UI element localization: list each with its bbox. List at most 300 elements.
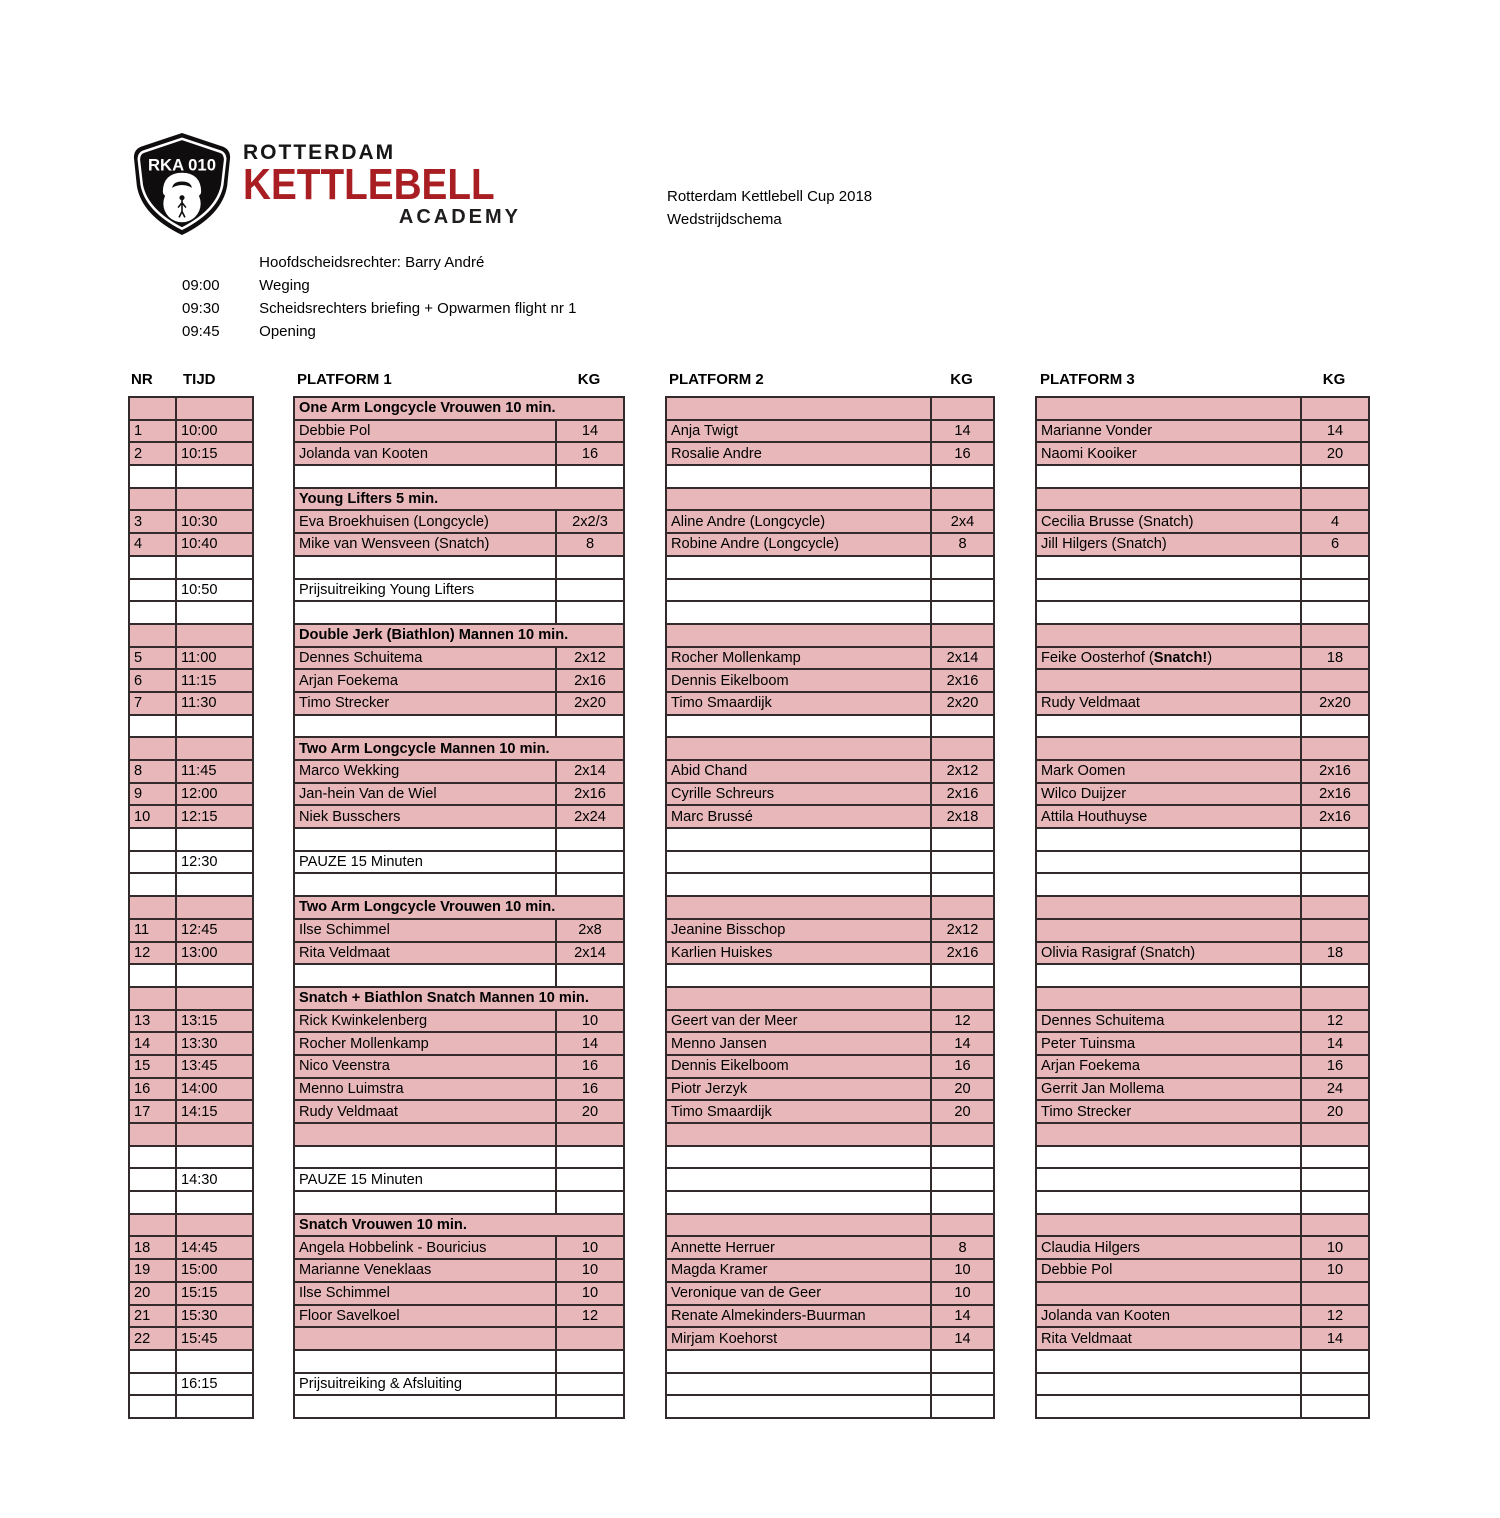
schedule-row: [294, 1078, 624, 1101]
schedule-row: [129, 1010, 253, 1033]
schedule-row: [1036, 647, 1369, 670]
schedule-row: [666, 873, 994, 896]
schedule-row: [129, 579, 253, 602]
schedule-row: [129, 442, 253, 465]
cell-p2-name: [666, 1350, 931, 1373]
schedule-row: [1036, 828, 1369, 851]
cell-tijd: [176, 828, 253, 851]
cell-p1-kg: [556, 1191, 624, 1214]
cell-p3-kg: 12: [1301, 1305, 1369, 1328]
schedule-row: [129, 1032, 253, 1055]
cell-p1-name: [294, 828, 556, 851]
schedule-row: [294, 647, 624, 670]
cell-p2-kg: 8: [931, 533, 994, 556]
cell-tijd: 13:30: [176, 1032, 253, 1055]
table-header-row: [0, 370, 1500, 390]
schedule-row: [294, 783, 624, 806]
cell-p1-name: [294, 1395, 556, 1418]
cell-p1-kg: 2x20: [556, 692, 624, 715]
schedule-row: [666, 1327, 994, 1350]
cell-p3-kg: [1301, 919, 1369, 942]
schedule-row: [294, 1191, 624, 1214]
cell-nr: [129, 1191, 176, 1214]
cell-p2-name: [666, 1146, 931, 1169]
cell-nr: 13: [129, 1010, 176, 1033]
cell-p2-name: Abid Chand: [666, 760, 931, 783]
schedule-row: [1036, 1032, 1369, 1055]
cell-p1-name: Eva Broekhuisen (Longcycle): [294, 510, 556, 533]
cell-nr: 1: [129, 420, 176, 443]
cell-nr: [129, 1168, 176, 1191]
cell-tijd: 15:30: [176, 1305, 253, 1328]
cell-p1-kg: 2x14: [556, 760, 624, 783]
schedule-row: [294, 1259, 624, 1282]
cell-p2-name: Magda Kramer: [666, 1259, 931, 1282]
schedule-row: [294, 942, 624, 965]
cell-p2-kg: [931, 579, 994, 602]
schedule-row: [666, 624, 994, 647]
cell-p3-kg: [1301, 1123, 1369, 1146]
cell-tijd: 14:15: [176, 1100, 253, 1123]
schedule-row: [666, 987, 994, 1010]
cell-nr: [129, 465, 176, 488]
cell-nr: [129, 964, 176, 987]
cell-p2-name: Veronique van de Geer: [666, 1282, 931, 1305]
cell-p1-kg: [556, 1123, 624, 1146]
schedule-row: [666, 1123, 994, 1146]
cell-p2-name: [666, 987, 931, 1010]
schedule-row: [294, 556, 624, 579]
schedule-row: [1036, 737, 1369, 760]
cell-tijd: 15:45: [176, 1327, 253, 1350]
cell-tijd: 16:15: [176, 1373, 253, 1396]
schedule-row: [129, 873, 253, 896]
cell-p3-kg: 18: [1301, 647, 1369, 670]
cell-p1-kg: 8: [556, 533, 624, 556]
cell-tijd: [176, 1146, 253, 1169]
cell-p3-name: Dennes Schuitema: [1036, 1010, 1301, 1033]
cell-p2-name: Timo Smaardijk: [666, 1100, 931, 1123]
cell-p1-name: Double Jerk (Biathlon) Mannen 10 min.: [294, 624, 624, 647]
cell-p1-kg: [556, 465, 624, 488]
cell-nr: 15: [129, 1055, 176, 1078]
schedule-row: [666, 851, 994, 874]
schedule-row: [129, 1214, 253, 1237]
cell-tijd: [176, 1214, 253, 1237]
cell-p2-kg: 12: [931, 1010, 994, 1033]
cell-p1-kg: 2x16: [556, 669, 624, 692]
cell-nr: 2: [129, 442, 176, 465]
schedule-row: [666, 488, 994, 511]
cell-p2-name: [666, 1123, 931, 1146]
schedule-row: [666, 1373, 994, 1396]
cell-nr: [129, 488, 176, 511]
cell-p1-kg: 14: [556, 420, 624, 443]
cell-p1-name: Timo Strecker: [294, 692, 556, 715]
cell-p2-kg: 2x12: [931, 919, 994, 942]
cell-nr: [129, 1123, 176, 1146]
cell-p1-name: Young Lifters 5 min.: [294, 488, 624, 511]
cell-p2-kg: 20: [931, 1078, 994, 1101]
cell-nr: [129, 873, 176, 896]
schedule-row: [294, 1350, 624, 1373]
schedule-row: [1036, 556, 1369, 579]
cell-p3-kg: [1301, 896, 1369, 919]
cell-p2-kg: 14: [931, 420, 994, 443]
schedule-row: [294, 851, 624, 874]
cell-nr: 12: [129, 942, 176, 965]
schedule-row: [129, 1123, 253, 1146]
cell-tijd: 14:30: [176, 1168, 253, 1191]
schedule-row: [1036, 1123, 1369, 1146]
cell-tijd: [176, 715, 253, 738]
cell-nr: 10: [129, 805, 176, 828]
cell-p1-name: Marco Wekking: [294, 760, 556, 783]
cell-tijd: 13:45: [176, 1055, 253, 1078]
cell-p3-kg: 2x16: [1301, 805, 1369, 828]
cell-p2-name: [666, 397, 931, 420]
schedule-row: [1036, 760, 1369, 783]
schedule-row: [129, 1259, 253, 1282]
schedule-row: [129, 1327, 253, 1350]
cell-tijd: [176, 737, 253, 760]
schedule-row: [129, 987, 253, 1010]
cell-p2-name: [666, 873, 931, 896]
cell-p2-kg: [931, 1146, 994, 1169]
cell-p3-kg: 6: [1301, 533, 1369, 556]
cell-p2-kg: 2x12: [931, 760, 994, 783]
cell-p2-name: Cyrille Schreurs: [666, 783, 931, 806]
cell-tijd: 12:15: [176, 805, 253, 828]
cell-p3-name: [1036, 601, 1301, 624]
cell-p1-name: Prijsuitreiking Young Lifters: [294, 579, 556, 602]
cell-nr: 6: [129, 669, 176, 692]
schedule-row: [294, 601, 624, 624]
cell-tijd: 13:00: [176, 942, 253, 965]
cell-p3-name: Olivia Rasigraf (Snatch): [1036, 942, 1301, 965]
header-tijd: TIJD: [183, 371, 216, 388]
schedule-row: [294, 1373, 624, 1396]
cell-nr: 8: [129, 760, 176, 783]
cell-p1-name: [294, 1146, 556, 1169]
cell-nr: [129, 556, 176, 579]
schedule-row: [294, 1123, 624, 1146]
cell-p3-name: [1036, 1395, 1301, 1418]
cell-tijd: 10:30: [176, 510, 253, 533]
schedule-row: [666, 715, 994, 738]
cell-p3-kg: [1301, 488, 1369, 511]
cell-p3-kg: [1301, 851, 1369, 874]
cell-p1-kg: 20: [556, 1100, 624, 1123]
schedule-row: [294, 1236, 624, 1259]
cell-nr: 7: [129, 692, 176, 715]
cell-nr: [129, 851, 176, 874]
cell-tijd: 11:45: [176, 760, 253, 783]
schedule-row: [129, 805, 253, 828]
schedule-row: [666, 805, 994, 828]
schedule-row: [1036, 715, 1369, 738]
schedule-row: [294, 1010, 624, 1033]
cell-p2-name: Timo Smaardijk: [666, 692, 931, 715]
schedule-row: [666, 760, 994, 783]
cell-p3-kg: [1301, 1168, 1369, 1191]
cell-nr: 17: [129, 1100, 176, 1123]
cell-nr: [129, 1146, 176, 1169]
cell-p1-name: Arjan Foekema: [294, 669, 556, 692]
cell-p1-name: [294, 465, 556, 488]
schedule-row: [294, 488, 624, 511]
cell-tijd: 15:15: [176, 1282, 253, 1305]
cell-p2-kg: [931, 1214, 994, 1237]
cell-p3-name: [1036, 828, 1301, 851]
schedule-row: [129, 737, 253, 760]
pre-schedule-item: [182, 274, 576, 297]
schedule-row: [294, 828, 624, 851]
document-title: [667, 185, 872, 231]
cell-p2-kg: 2x16: [931, 942, 994, 965]
schedule-row: [666, 1305, 994, 1328]
cell-p2-kg: 16: [931, 442, 994, 465]
schedule-row: [129, 647, 253, 670]
cell-p2-name: [666, 465, 931, 488]
cell-p2-name: Anja Twigt: [666, 420, 931, 443]
schedule-row: [666, 1146, 994, 1169]
cell-p3-name: [1036, 715, 1301, 738]
schedule-row: [666, 1236, 994, 1259]
schedule-row: [666, 1191, 994, 1214]
schedule-row: [1036, 1078, 1369, 1101]
header-kg-3: KG: [1322, 371, 1346, 388]
cell-p1-name: PAUZE 15 Minuten: [294, 851, 556, 874]
cell-p3-kg: [1301, 601, 1369, 624]
cell-p2-kg: [931, 873, 994, 896]
cell-p3-name: Rita Veldmaat: [1036, 1327, 1301, 1350]
header-kg-2: KG: [950, 371, 973, 388]
schedule-row: [294, 1305, 624, 1328]
cell-p1-name: Niek Busschers: [294, 805, 556, 828]
cell-p3-name: [1036, 1168, 1301, 1191]
cell-p2-name: [666, 896, 931, 919]
cell-p2-kg: 10: [931, 1259, 994, 1282]
cell-p2-name: Robine Andre (Longcycle): [666, 533, 931, 556]
cell-p1-kg: 2x2/3: [556, 510, 624, 533]
schedule-row: [294, 737, 624, 760]
schedule-row: [666, 737, 994, 760]
cell-p3-name: Claudia Hilgers: [1036, 1236, 1301, 1259]
schedule-row: [129, 556, 253, 579]
cell-p3-kg: 14: [1301, 1032, 1369, 1055]
cell-p3-name: [1036, 896, 1301, 919]
schedule-row: [666, 692, 994, 715]
cell-p3-kg: 12: [1301, 1010, 1369, 1033]
cell-p1-name: [294, 873, 556, 896]
cell-nr: 22: [129, 1327, 176, 1350]
cell-p2-name: Menno Jansen: [666, 1032, 931, 1055]
cell-p3-kg: [1301, 1146, 1369, 1169]
cell-p2-name: [666, 579, 931, 602]
cell-p3-name: Cecilia Brusse (Snatch): [1036, 510, 1301, 533]
cell-p2-name: [666, 1395, 931, 1418]
cell-tijd: 10:50: [176, 579, 253, 602]
cell-p2-kg: [931, 1123, 994, 1146]
schedule-row: [129, 942, 253, 965]
cell-p3-kg: 2x20: [1301, 692, 1369, 715]
schedule-row: [294, 1282, 624, 1305]
schedule-row: [1036, 1282, 1369, 1305]
cell-p2-kg: [931, 987, 994, 1010]
cell-p2-kg: 2x16: [931, 669, 994, 692]
cell-p1-kg: 2x14: [556, 942, 624, 965]
schedule-row: [666, 556, 994, 579]
cell-tijd: 11:15: [176, 669, 253, 692]
cell-tijd: [176, 964, 253, 987]
cell-tijd: 12:45: [176, 919, 253, 942]
cell-p2-name: [666, 828, 931, 851]
cell-p2-kg: [931, 1191, 994, 1214]
cell-p3-kg: [1301, 964, 1369, 987]
cell-nr: [129, 715, 176, 738]
schedule-row: [666, 1395, 994, 1418]
cell-p3-name: Jill Hilgers (Snatch): [1036, 533, 1301, 556]
schedule-row: [666, 465, 994, 488]
schedule-block-platform-2: [665, 396, 995, 1419]
schedule-row: [129, 420, 253, 443]
cell-tijd: [176, 397, 253, 420]
cell-p3-name: [1036, 1191, 1301, 1214]
cell-nr: 5: [129, 647, 176, 670]
cell-p1-name: PAUZE 15 Minuten: [294, 1168, 556, 1191]
schedule-row: [129, 1395, 253, 1418]
cell-p1-kg: [556, 1395, 624, 1418]
cell-nr: 19: [129, 1259, 176, 1282]
pre-schedule: [182, 251, 576, 343]
schedule-row: [666, 783, 994, 806]
cell-nr: [129, 828, 176, 851]
cell-tijd: [176, 987, 253, 1010]
cell-p1-name: Debbie Pol: [294, 420, 556, 443]
cell-nr: [129, 1350, 176, 1373]
schedule-row: [129, 1305, 253, 1328]
cell-p3-name: Mark Oomen: [1036, 760, 1301, 783]
cell-p3-name: [1036, 669, 1301, 692]
cell-p3-kg: [1301, 1191, 1369, 1214]
schedule-row: [666, 420, 994, 443]
cell-p3-kg: [1301, 1395, 1369, 1418]
cell-p1-name: Snatch Vrouwen 10 min.: [294, 1214, 624, 1237]
cell-p1-kg: 10: [556, 1259, 624, 1282]
schedule-row: [129, 851, 253, 874]
schedule-row: [294, 510, 624, 533]
cell-tijd: 10:00: [176, 420, 253, 443]
schedule-row: [294, 1032, 624, 1055]
schedule-row: [1036, 510, 1369, 533]
cell-p2-name: Karlien Huiskes: [666, 942, 931, 965]
schedule-row: [666, 647, 994, 670]
cell-p2-name: [666, 1373, 931, 1396]
schedule-row: [666, 533, 994, 556]
cell-p3-name: [1036, 1350, 1301, 1373]
schedule-row: [1036, 942, 1369, 965]
cell-p3-kg: [1301, 1350, 1369, 1373]
cell-p3-kg: [1301, 715, 1369, 738]
cell-p2-kg: [931, 851, 994, 874]
brand-academy: ACADEMY: [398, 206, 521, 228]
schedule-row: [1036, 465, 1369, 488]
cell-p2-kg: [931, 397, 994, 420]
cell-p1-name: [294, 556, 556, 579]
schedule-row: [1036, 1146, 1369, 1169]
cell-p1-name: [294, 715, 556, 738]
cell-p2-kg: 8: [931, 1236, 994, 1259]
schedule-row: [1036, 488, 1369, 511]
cell-tijd: [176, 488, 253, 511]
cell-tijd: [176, 1191, 253, 1214]
schedule-row: [666, 1055, 994, 1078]
schedule-row: [294, 465, 624, 488]
cell-p3-kg: 14: [1301, 420, 1369, 443]
schedule-row: [294, 715, 624, 738]
cell-tijd: 11:30: [176, 692, 253, 715]
cell-tijd: 11:00: [176, 647, 253, 670]
cell-nr: [129, 1373, 176, 1396]
cell-p1-kg: 2x12: [556, 647, 624, 670]
schedule-row: [1036, 896, 1369, 919]
schedule-row: [666, 510, 994, 533]
cell-tijd: [176, 1123, 253, 1146]
cell-p1-name: Angela Hobbelink - Bouricius: [294, 1236, 556, 1259]
pre-schedule-time: 09:30: [182, 300, 220, 317]
cell-nr: [129, 601, 176, 624]
cell-p2-kg: [931, 964, 994, 987]
cell-p2-kg: 2x14: [931, 647, 994, 670]
schedule-row: [294, 1055, 624, 1078]
schedule-row: [129, 919, 253, 942]
header-kg-1: KG: [577, 371, 601, 388]
schedule-row: [129, 783, 253, 806]
cell-p1-kg: [556, 1373, 624, 1396]
schedule-row: [1036, 533, 1369, 556]
schedule-row: [294, 760, 624, 783]
cell-p3-kg: 10: [1301, 1259, 1369, 1282]
pre-schedule-label: Opening: [259, 323, 316, 340]
schedule-row: [666, 1350, 994, 1373]
cell-p2-name: Mirjam Koehorst: [666, 1327, 931, 1350]
cell-p1-name: One Arm Longcycle Vrouwen 10 min.: [294, 397, 624, 420]
schedule-row: [1036, 1236, 1369, 1259]
cell-p3-name: [1036, 1214, 1301, 1237]
cell-p2-name: [666, 556, 931, 579]
cell-p1-kg: 10: [556, 1010, 624, 1033]
cell-p2-kg: [931, 1350, 994, 1373]
cell-p3-name: [1036, 556, 1301, 579]
schedule-row: [129, 1350, 253, 1373]
schedule-row: [666, 919, 994, 942]
schedule-row: [129, 1146, 253, 1169]
schedule-row: [1036, 1259, 1369, 1282]
cell-p2-name: Dennis Eikelboom: [666, 669, 931, 692]
schedule-row: [1036, 1395, 1369, 1418]
schedule-row: [1036, 987, 1369, 1010]
cell-p1-name: Marianne Veneklaas: [294, 1259, 556, 1282]
cell-p1-name: Rocher Mollenkamp: [294, 1032, 556, 1055]
cell-p2-kg: 16: [931, 1055, 994, 1078]
cell-p1-kg: [556, 579, 624, 602]
schedule-block-platform-1: [293, 396, 625, 1419]
cell-p3-name: Attila Houthuyse: [1036, 805, 1301, 828]
cell-p2-name: [666, 715, 931, 738]
cell-p2-name: Rosalie Andre: [666, 442, 931, 465]
schedule-row: [294, 533, 624, 556]
